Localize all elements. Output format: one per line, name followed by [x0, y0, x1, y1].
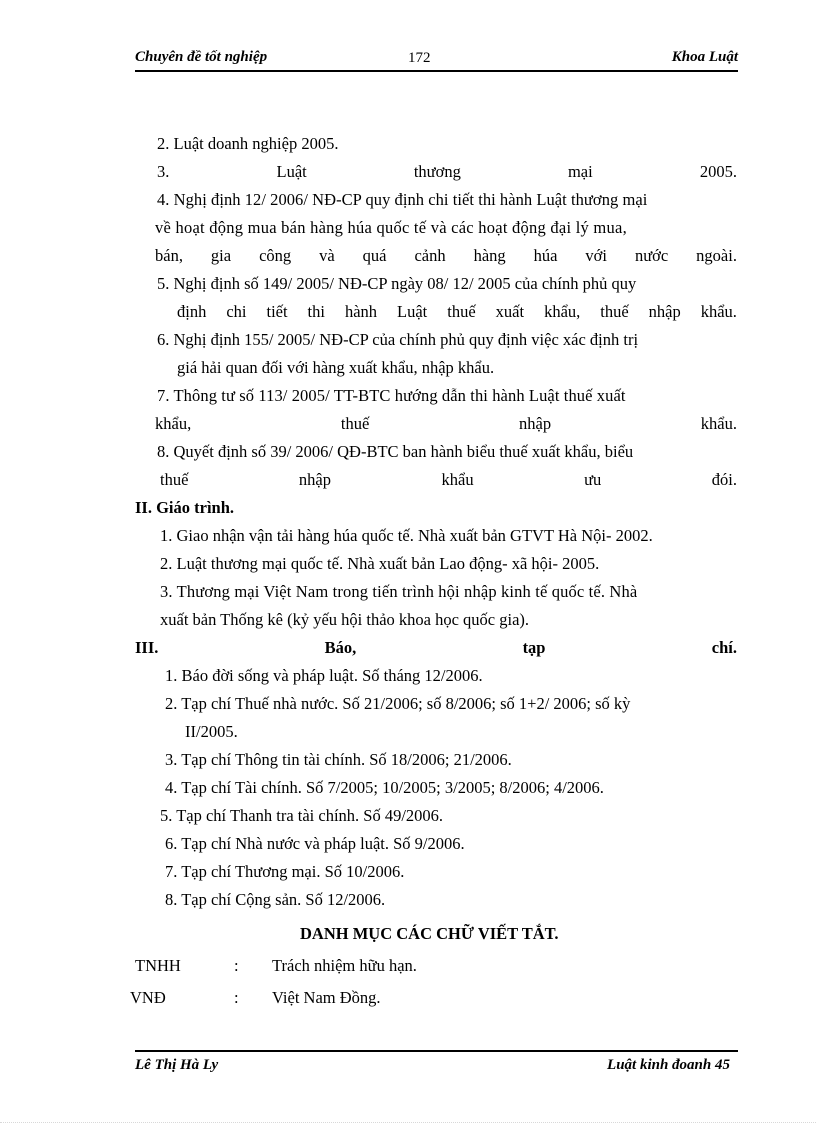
law-5-line-1: 5. Nghị định số 149/ 2005/ NĐ-CP ngày 08/ 12/ 2005 của chính phủ quy	[157, 274, 637, 293]
textbook-3-line-1: 3. Thương mại Việt Nam trong tiến trình hội nhập kinh tế quốc tế. Nhà	[160, 582, 638, 601]
abbr-separator: :	[234, 956, 239, 975]
word: thi	[307, 302, 325, 321]
journal-3: 3. Tạp chí Thông tin tài chính. Số 18/2006; 21/2006.	[165, 750, 512, 769]
journal-7: 7. Tạp chí Thương mại. Số 10/2006.	[165, 862, 405, 881]
law-3	[157, 162, 737, 182]
word: khẩu,	[544, 302, 581, 321]
abbr-meaning: Trách nhiệm hữu hạn.	[272, 956, 417, 975]
law-2: 2. Luật doanh nghiệp 2005.	[157, 134, 339, 153]
word: chí.	[711, 638, 737, 657]
abbr-meaning: Việt Nam Đồng.	[272, 988, 381, 1007]
word: Luật	[397, 302, 428, 321]
word: thuế	[340, 414, 370, 433]
word: khẩu.	[700, 414, 737, 433]
word: đói.	[711, 470, 737, 489]
textbook-2: 2. Luật thương mại quốc tế. Nhà xuất bản Lao động- xã hội- 2005.	[160, 554, 600, 573]
law-6-line-1: 6. Nghị định 155/ 2005/ NĐ-CP của chính phủ quy định việc xác định trị	[157, 330, 639, 349]
word: chi	[226, 302, 247, 321]
word: và	[319, 246, 335, 265]
word: thuế	[600, 302, 629, 321]
word: III.	[135, 638, 159, 657]
textbook-1: 1. Giao nhận vận tải hàng húa quốc tế. Nhà xuất bản GTVT Hà Nội- 2002.	[160, 526, 653, 545]
word: tạp	[522, 638, 546, 657]
word: Luật	[276, 162, 307, 181]
journals-heading	[135, 638, 737, 658]
word: 3.	[157, 162, 170, 181]
textbook-3-line-2: xuất bản Thống kê (kỷ yếu hội thảo khoa học quốc gia).	[160, 610, 530, 629]
word: ngoài.	[696, 246, 737, 265]
word: thương	[413, 162, 461, 181]
word: thuế	[160, 470, 189, 489]
law-6-line-2: giá hải quan đối với hàng xuất khẩu, nhập khẩu.	[177, 358, 495, 377]
word: cảnh	[414, 246, 446, 265]
law-4-line-1: 4. Nghị định 12/ 2006/ NĐ-CP quy định chi tiết thi hành Luật thương mại	[157, 190, 648, 209]
abbr-code: TNHH	[135, 956, 181, 975]
word: bán,	[155, 246, 183, 265]
word: Báo,	[324, 638, 357, 657]
header-right: Khoa Luật	[671, 49, 738, 65]
word: nhập	[298, 470, 331, 489]
law-8-line-1: 8. Quyết định số 39/ 2006/ QĐ-BTC ban hành biểu thuế xuất khẩu, biểu	[157, 442, 634, 461]
word: xuất	[495, 302, 525, 321]
word: hành	[344, 302, 378, 321]
word: ưu	[584, 470, 602, 489]
word: nước	[634, 246, 669, 265]
journal-5: 5. Tạp chí Thanh tra tài chính. Số 49/2006.	[160, 806, 444, 825]
journal-4: 4. Tạp chí Tài chính. Số 7/2005; 10/2005; 3/2005; 8/2006; 4/2006.	[165, 778, 604, 797]
journal-2-line-2: II/2005.	[185, 722, 238, 741]
abbr-separator: :	[234, 988, 239, 1007]
word: gia	[210, 246, 232, 265]
header-left: Chuyên đề tốt nghiệp	[135, 49, 268, 65]
word: khẩu.	[700, 302, 737, 321]
page-number: 172	[408, 50, 431, 66]
footer-left: Lê Thị Hà Ly	[135, 1057, 219, 1073]
word: khẩu,	[155, 414, 192, 433]
abbr-code: VNĐ	[130, 988, 166, 1007]
textbooks-heading: II. Giáo trình.	[135, 498, 235, 517]
law-4-line-2: về hoạt động mua bán hàng húa quốc tế và các hoạt động đại lý mua,	[155, 218, 627, 237]
journal-6: 6. Tạp chí Nhà nước và pháp luật. Số 9/2006.	[165, 834, 465, 853]
law-5-line-2	[177, 302, 737, 322]
word: 2005.	[699, 162, 737, 181]
word: khẩu	[441, 470, 474, 489]
word: nhập	[519, 414, 552, 433]
law-7-line-2	[155, 414, 737, 434]
word: thuế	[447, 302, 476, 321]
word: húa	[533, 246, 558, 265]
journal-8: 8. Tạp chí Cộng sản. Số 12/2006.	[165, 890, 386, 909]
word: quá	[362, 246, 387, 265]
word: công	[259, 246, 292, 265]
footer-right: Luật kinh đoanh 45	[607, 1057, 730, 1073]
law-7-line-1: 7. Thông tư số 113/ 2005/ TT-BTC hướng dẫn thi hành Luật thuế xuất	[157, 386, 626, 405]
word: hàng	[473, 246, 506, 265]
abbreviations-heading: DANH MỤC CÁC CHỮ VIẾT TẮT.	[300, 924, 559, 943]
footer-rule	[135, 1050, 738, 1052]
word: với	[585, 246, 607, 265]
journal-1: 1. Báo đời sống và pháp luật. Số tháng 12/2006.	[165, 666, 483, 685]
word: định	[177, 302, 207, 321]
journal-2-line-1: 2. Tạp chí Thuế nhà nước. Số 21/2006; số 8/2006; số 1+2/ 2006; số kỳ	[165, 694, 631, 713]
law-8-line-2	[160, 470, 737, 490]
word: tiết	[266, 302, 288, 321]
word: nhập	[648, 302, 681, 321]
word: mại	[567, 162, 593, 181]
header-rule	[135, 70, 738, 72]
law-4-line-3	[155, 246, 737, 266]
